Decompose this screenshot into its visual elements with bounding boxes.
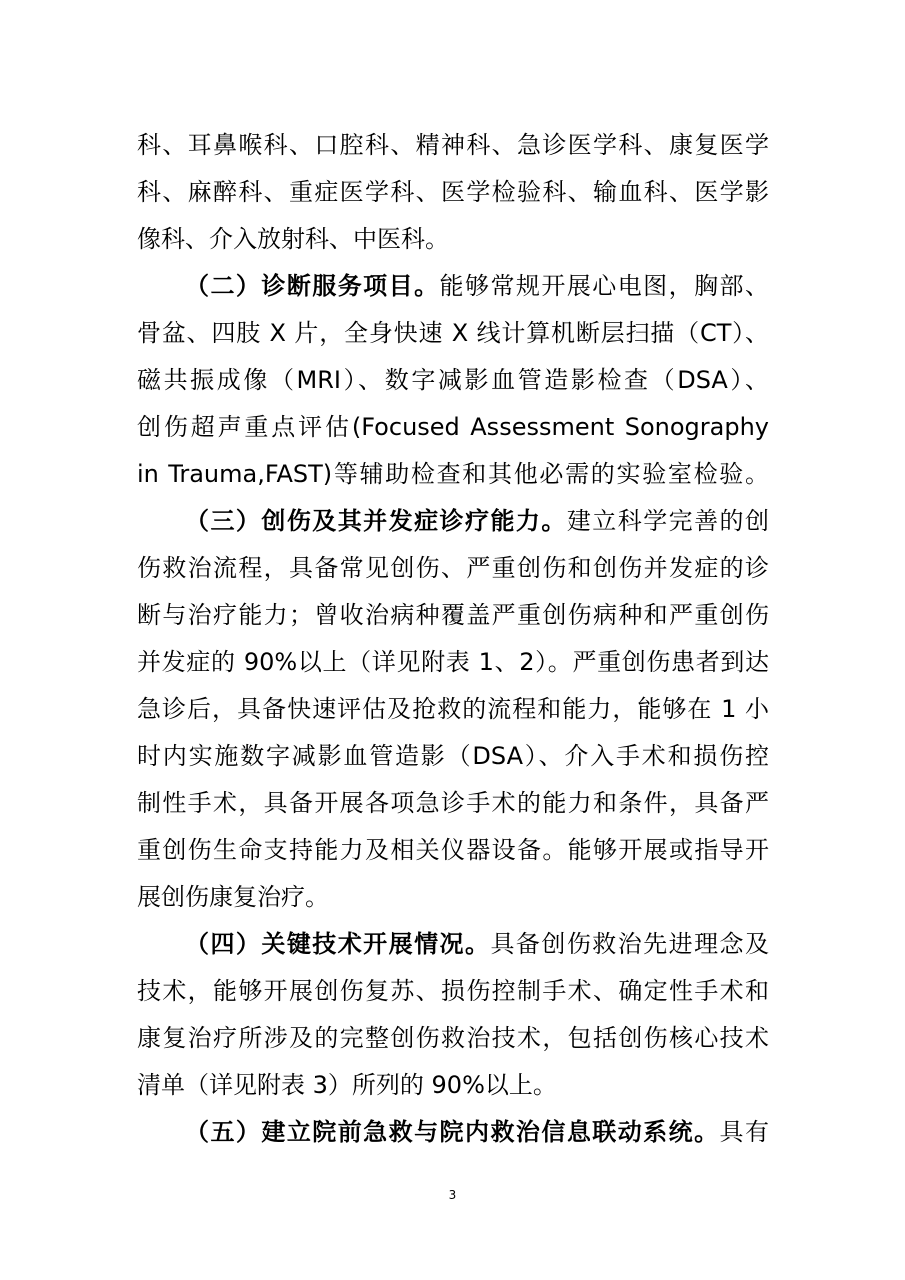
page-number: 3	[448, 1188, 457, 1202]
text-line: 创伤超声重点评估(Focused Assessment Sonography	[137, 413, 769, 441]
text-line: 制性手术，具备开展各项急诊手术的能力和条件，具备严	[137, 789, 769, 817]
section-heading: （二）诊断服务项目。	[185, 272, 440, 300]
section-heading: （四）关键技术开展情况。	[185, 930, 491, 958]
section-heading-line: （三）创伤及其并发症诊疗能力。建立科学完善的创	[185, 507, 769, 535]
text-line: 时内实施数字减影血管造影（DSA）、介入手术和损伤控	[137, 742, 769, 770]
section-heading: （五）建立院前急救与院内救治信息联动系统。	[185, 1118, 720, 1146]
text-line: 技术，能够开展创伤复苏、损伤控制手术、确定性手术和	[137, 977, 769, 1005]
text-line: 急诊后，具备快速评估及抢救的流程和能力，能够在 1 小	[137, 695, 769, 723]
text-line: 清单（详见附表 3）所列的 90%以上。	[137, 1071, 557, 1099]
text-line: 康复治疗所涉及的完整创伤救治技术，包括创伤核心技术	[137, 1024, 769, 1052]
text-line: 并发症的 90%以上（详见附表 1、2）。严重创伤患者到达	[137, 648, 769, 676]
text-line: 伤救治流程，具备常见创伤、严重创伤和创伤并发症的诊	[137, 554, 769, 582]
section-heading-line: （四）关键技术开展情况。具备创伤救治先进理念及	[185, 930, 769, 958]
text-line: in Trauma,FAST)等辅助检查和其他必需的实验室检验。	[137, 460, 769, 488]
text-line: 断与治疗能力；曾收治病种覆盖严重创伤病种和严重创伤	[137, 601, 769, 629]
section-heading-line: （五）建立院前急救与院内救治信息联动系统。具有	[185, 1118, 769, 1146]
text-line: 像科、介入放射科、中医科。	[137, 225, 449, 253]
text-line: 磁共振成像（MRI）、数字减影血管造影检查（DSA）、	[137, 366, 769, 394]
text-line: 科、耳鼻喉科、口腔科、精神科、急诊医学科、康复医学	[137, 131, 769, 159]
text-line: 科、麻醉科、重症医学科、医学检验科、输血科、医学影	[137, 178, 769, 206]
section-heading-line: （二）诊断服务项目。能够常规开展心电图，胸部、	[185, 272, 769, 300]
text-line: 重创伤生命支持能力及相关仪器设备。能够开展或指导开	[137, 836, 769, 864]
section-heading: （三）创伤及其并发症诊疗能力。	[185, 507, 567, 535]
text-line: 骨盆、四肢 X 片，全身快速 X 线计算机断层扫描（CT）、	[137, 319, 769, 347]
text-line: 展创伤康复治疗。	[137, 883, 329, 911]
